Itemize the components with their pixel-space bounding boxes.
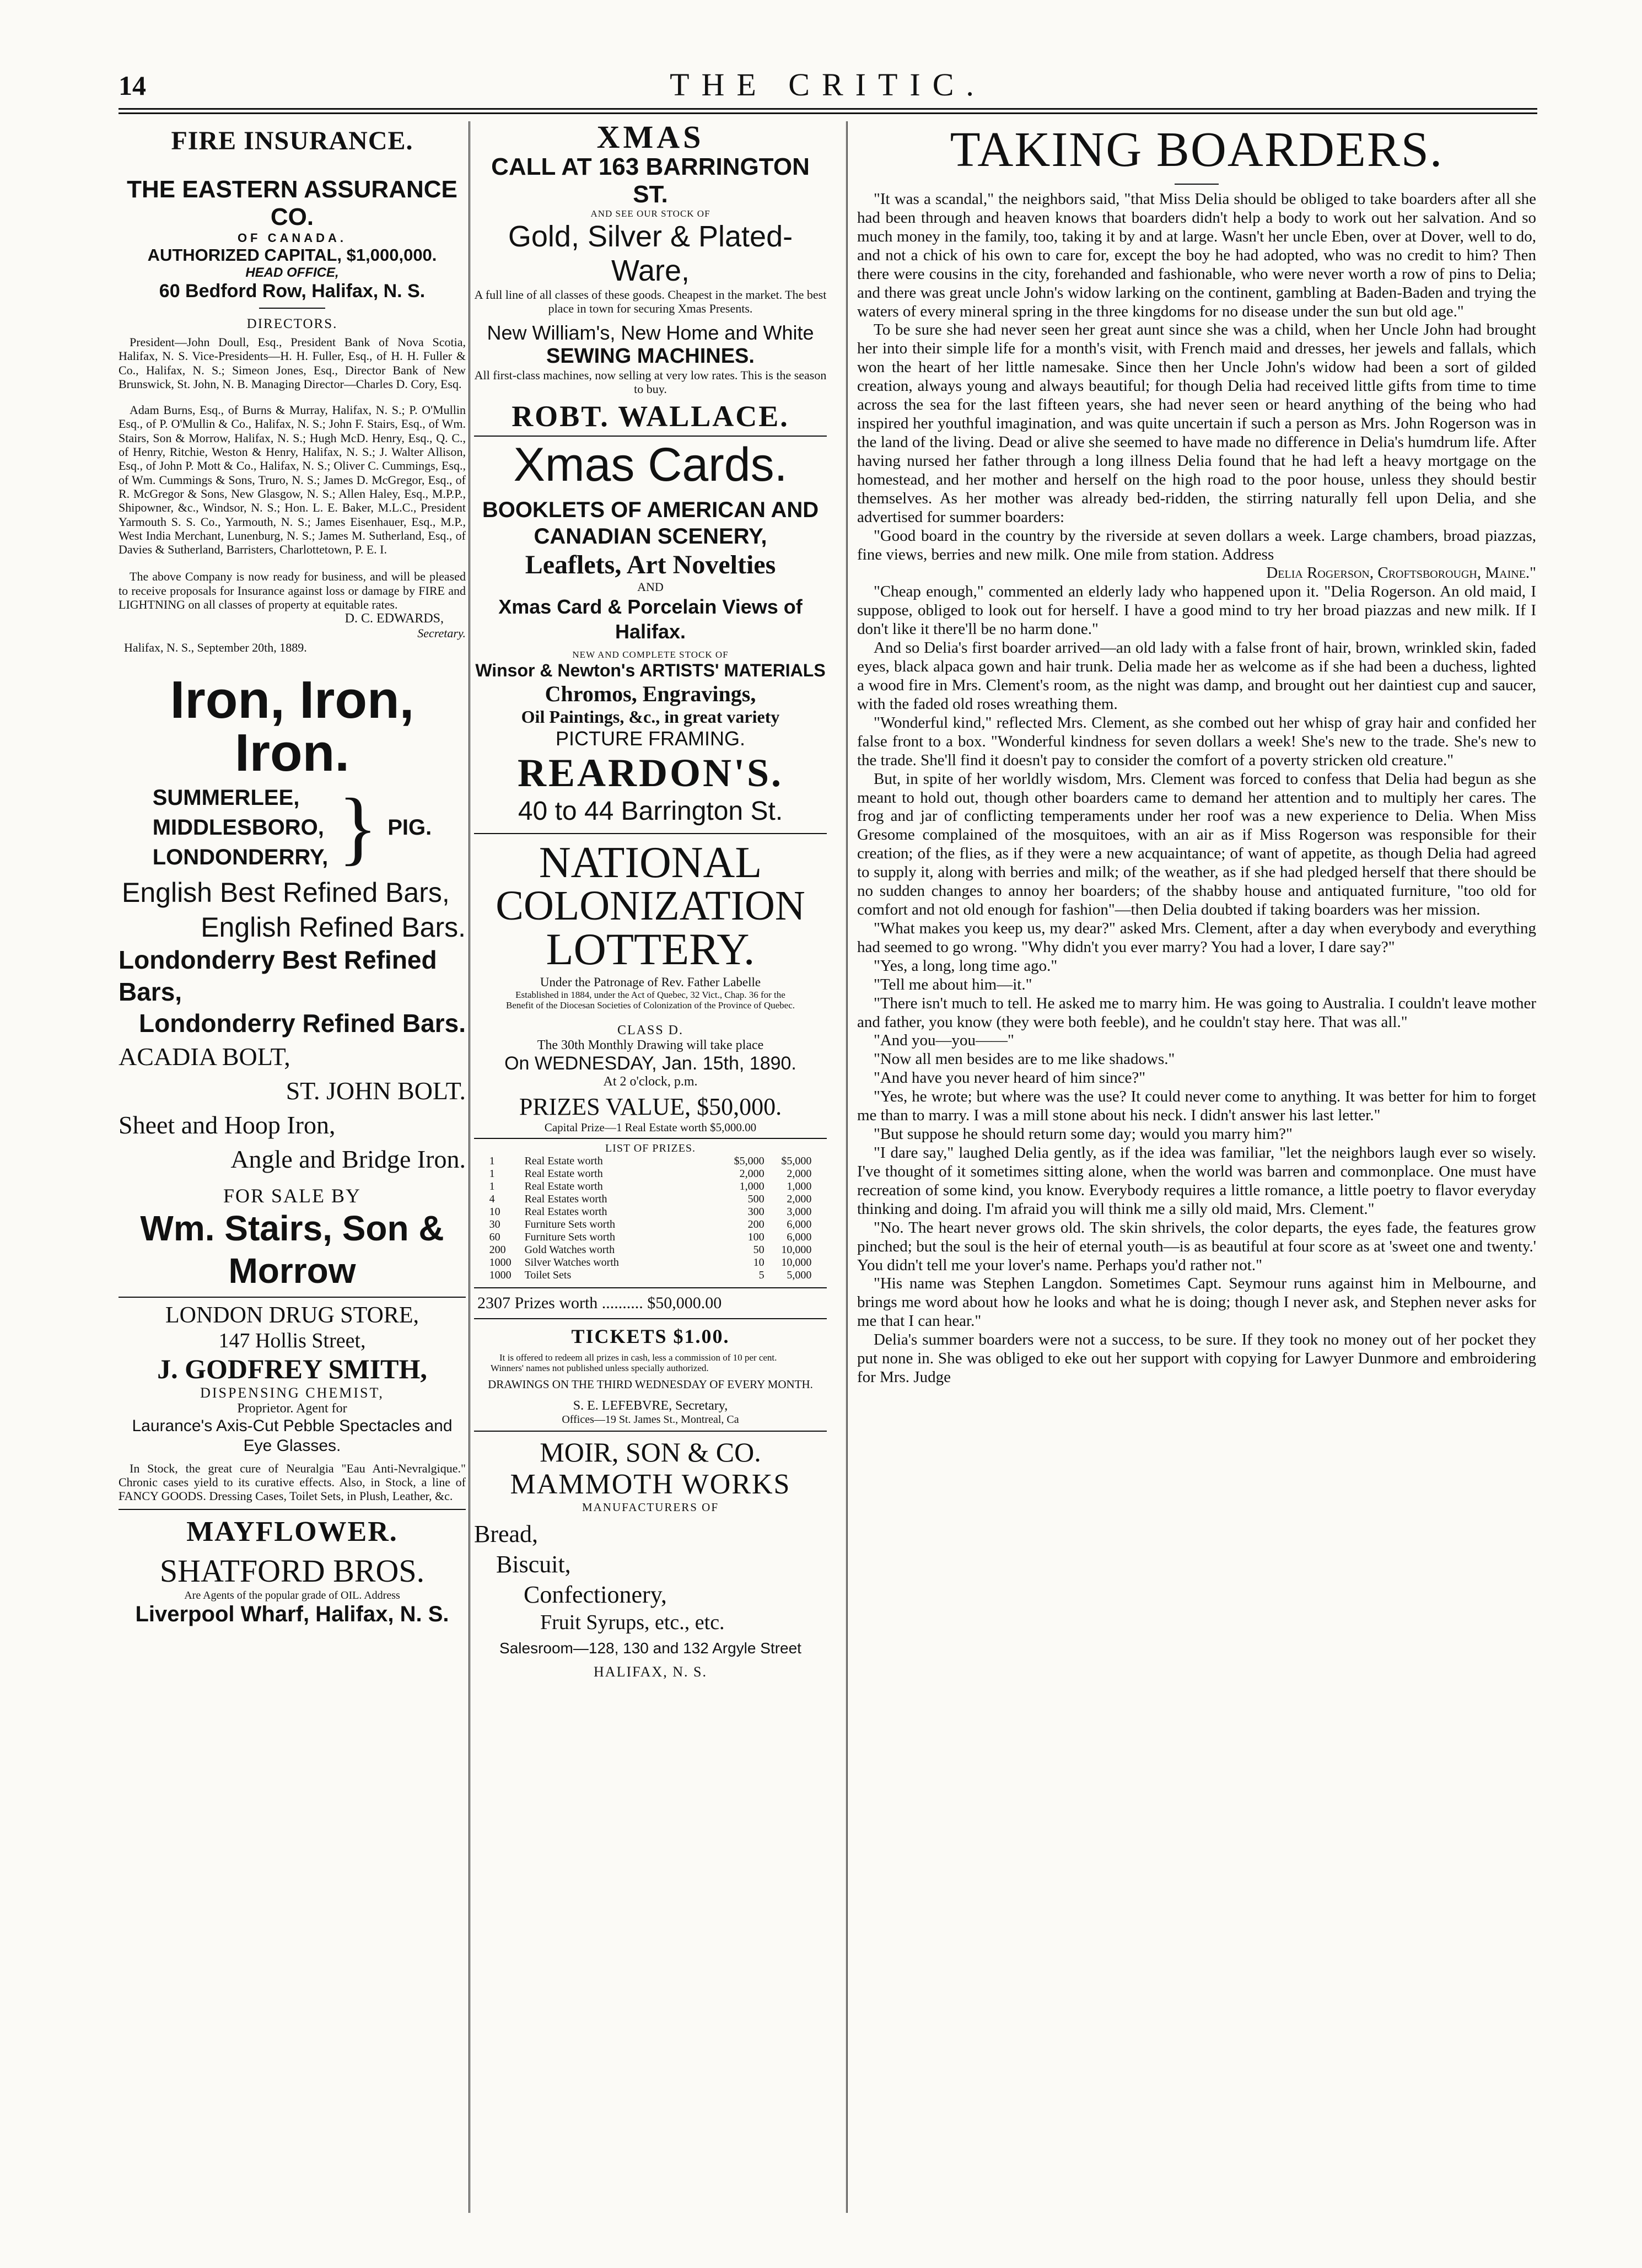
patronage: Under the Patronage of Rev. Father Labelle [540,975,761,989]
product-item: Bread, [474,1520,539,1548]
prize-desc: Gold Watches worth [524,1243,615,1256]
bar-item: English Refined Bars. [201,911,466,943]
office-address: 60 Bedford Row, Halifax, N. S. [159,281,426,302]
pig-iron-brands [153,783,329,872]
article-paragraph: "There isn't much to tell. He asked me to marry him. He was going to Australia. I couldn't leave mother and father, you know (they were both feeble), and he couldn't stay here. That was all." [857,994,1536,1031]
article-paragraph: "It was a scandal," the neighbors said, "that Miss Delia should be obliged to take boarders after all she had been through and heaven knows that boarders didn't help a body to work out her salvation. And so much money in the family, too, taking it by and at large. Wasn't her uncle Eben, over at Dover, well to do, and not a chick of his own to care for, except the boy he had adopted, who was no credit to him? Then there were cousins in the city, forehanded and fashionable, who were never worth a row of pins to Delia; and there was great uncle John's widow larking on the continent, gambling at Baden-Baden and trying the waters of every mineral spring in the three kingdoms for no disease under the sun but old age." [857,190,1536,320]
prize-value: 100 [747,1230,765,1243]
divider [474,1287,827,1288]
dispensing-chemist: DISPENSING CHEMIST, [200,1384,384,1401]
prizes-value: PRIZES VALUE, $50,000. [519,1093,782,1120]
chromos: Chromos, Engravings, [545,681,756,706]
ad-column-2 [474,121,827,2213]
prize-desc: Real Estate worth [524,1167,603,1180]
prize-table [488,1155,813,1282]
lottery: LOTTERY. [546,923,755,974]
prize-row [488,1218,813,1231]
prize-value: $5,000 [734,1154,765,1167]
fire-insurance-heading: FIRE INSURANCE. [171,126,413,155]
oil-agents: Are Agents of the popular grade of OIL. Address [184,1589,400,1601]
article-paragraph: "Yes, a long, long time ago." [874,956,1058,975]
prize-qty: 1 [489,1167,495,1180]
sewing-machines: SEWING MACHINES. [546,344,755,368]
column-divider [846,121,848,2213]
prize-value: 300 [747,1205,765,1218]
article-paragraph: "Now all men besides are to me like shadows." [874,1050,1175,1068]
shatford-bros: SHATFORD BROS. [159,1552,425,1589]
prize-qty: 60 [489,1230,500,1243]
ad-column-1 [119,121,466,2213]
salesroom: Salesroom—128, 130 and 132 Argyle Street [499,1639,801,1657]
prize-desc: Real Estates worth [524,1192,607,1205]
prize-value: 2,000 [739,1167,765,1180]
article-paragraph: "And you—you——" [874,1031,1014,1050]
gold-silver-ware: Gold, Silver & Plated-Ware, [508,220,793,288]
bar-item: Londonderry Refined Bars. [139,1009,466,1038]
article-paragraph: "And have you never heard of him since?" [874,1069,1146,1087]
picture-framing: PICTURE FRAMING. [555,727,745,750]
prize-row [488,1269,813,1282]
prize-desc: Silver Watches worth [524,1256,619,1269]
call-at: CALL AT 163 BARRINGTON ST. [491,153,810,208]
brace-glyph: } [338,782,378,874]
lottery-offices: Offices—19 St. James St., Montreal, Ca [562,1414,739,1426]
brand-middlesboro: MIDDLESBORO, [152,815,324,840]
product-item: Fruit Syrups, etc., etc. [540,1611,725,1635]
established: Established in 1884, under the Act of Quebec, 32 Vict., Chap. 36 for the Benefit of the Diocesan Societies of Colonization of the Province of Quebec. [505,989,795,1011]
prize-qty: 10 [489,1205,500,1218]
robt-wallace: ROBT. WALLACE. [512,400,789,433]
sewing-note: All first-class machines, now selling at very low rates. This is the season to buy. [474,368,827,396]
bolt-products [119,1040,466,1176]
article-paragraph: "I dare say," laughed Delia gently, as if the idea was familiar, "let the neighbors laugh ever so wisely. I've thought of it sometimes sitting alone, when the world was barren and commonplace. One must have recreation of some kind, you know. Everybody requires a little romance, a little poetry to flavor everyday thinking and doing. I'm afraid you will think me a silly old maid, Mrs. Clement." [857,1144,1536,1218]
pig-iron-block [119,783,466,872]
prize-qty: 1 [489,1180,495,1192]
divider [474,833,827,834]
divider [474,1431,827,1432]
mammoth-works: MAMMOTH WORKS [510,1469,791,1501]
product-item: Confectionery, [524,1581,667,1609]
for-sale-by: FOR SALE BY [223,1185,362,1207]
cash-offer: It is offered to redeem all prizes in cash, less a commission of 10 per cent. Winners' names not published unless specially authorized. [491,1352,777,1374]
secretary-name: D. C. EDWARDS, [344,611,444,626]
article-paragraph: And so Delia's first boarder arrived—an old lady with a false front of hair, brown, wrinkled skin, faded eyes, black alpaca gown and hair trunk. Delia made her as welcome as if she had been a duchess, lighted a wood fire in Mrs. Clement's room, as the night was damp, and brought out her daintiest cup and saucer, with the faded old roses wreathing them. [857,639,1536,713]
prize-row [488,1168,813,1180]
article-paragraph: "Yes, he wrote; but where was the use? It could never come to anything. It was better for him to forget me than to marry. I was a mill stone about his neck. I didn't answer his last letter." [857,1088,1536,1125]
new-stock: NEW AND COMPLETE STOCK OF [572,649,729,660]
article-paragraph: But, in spite of her worldly wisdom, Mrs. Clement was forced to confess that Delia had begun as she meant to hold out, though other boarders came to demand her attention and to multiply her cares. The frog and jar of conflicting temperaments under her roof was a new experience to Delia. When Miss Gresome complained of the mosquitoes, with an air as if Miss Rogerson was responsible for their creation; of the flies, as if they were a new acquaintance; of want of appetite, as though Delia had agreed to supply it, along with berries and milk; of the weather, as if she had pledged herself that there should be no sudden changes to annoy her boarders; of the shabby house and antiquated furniture, "too old for comfort and not old enough for fashion"—then Delia doubted if taking boarders was her mission. [857,770,1536,919]
divider [1175,184,1219,185]
prize-total: 2,000 [787,1167,812,1180]
company-name: THE EASTERN ASSURANCE CO. [127,176,457,230]
booklets: BOOKLETS OF AMERICAN AND CANADIAN SCENERY, [482,497,819,549]
stairs-name: Wm. Stairs, Son & Morrow [140,1208,444,1291]
reardon-address: 40 to 44 Barrington St. [518,796,783,826]
notice-date: Halifax, N. S., September 20th, 1889. [124,641,307,655]
bar-item: English Best Refined Bars, [122,877,450,909]
winsor-newton: Winsor & Newton's ARTISTS' MATERIALS [475,660,826,680]
list-of-prizes: LIST OF PRIZES. [605,1142,696,1154]
prize-row [488,1155,813,1168]
divider [119,1509,466,1510]
capital-prize: Capital Prize—1 Real Estate worth $5,000.00 [544,1120,757,1134]
prize-desc: Toilet Sets [524,1269,572,1281]
directors-officers: President—John Doull, Esq., President Bank of Nova Scotia, Halifax, N. S. Vice-Presidents—H. H. Fuller, Esq., of H. H. Fuller & Co., Halifax, N. S.; Simeon Jones, Esq., Director Bank of New Brunswick, St. John, N. B. Managing Director—Charles D. Cory, Esq. [119,335,466,391]
product-item: Biscuit, [496,1551,571,1578]
prize-value: 500 [747,1192,765,1205]
of-canada: OF CANADA. [237,231,347,245]
prize-qty: 200 [489,1243,506,1256]
brand-londonderry: LONDONDERRY, [152,845,329,870]
spectacles-line: Laurance's Axis-Cut Pebble Spectacles and Eye Glasses. [132,1416,453,1455]
prize-qty: 1000 [489,1269,512,1281]
article-paragraph: Delia Rogerson, Croftsborough, Maine." [1266,564,1536,582]
full-line-note: A full line of all classes of these goods. Cheapest in the market. The best place in town for securing Xmas Presents. [474,288,827,316]
see-stock: AND SEE OUR STOCK OF [590,208,710,219]
divider [119,1297,466,1298]
divider [474,436,827,437]
prize-desc: Furniture Sets worth [524,1230,615,1243]
prize-total: 6,000 [787,1218,812,1230]
prize-desc: Real Estate worth [524,1180,603,1192]
colonization: COLONIZATION [496,882,805,929]
divider [259,308,325,309]
in-stock-note: In Stock, the great cure of Neuralgia "Eau Anti-Nevralgique." Chronic cases yield to its curative effects. Also, in Stock, a line of FANCY GOODS. Dressing Cases, Toilet Sets, in Plush, Leather, &c. [119,1461,466,1503]
article-taking-boarders [857,121,1536,2213]
moir-halifax: HALIFAX, N. S. [594,1663,707,1680]
moir-son: MOIR, SON & CO. [540,1437,761,1468]
article-paragraph: "Tell me about him—it." [874,975,1032,993]
manufacturers-of: MANUFACTURERS OF [582,1501,719,1514]
prize-row [488,1193,813,1206]
newspaper-title: THE CRITIC. [670,67,986,103]
moir-products [474,1519,827,1636]
iron-heading: Iron, Iron, Iron. [170,670,414,783]
prize-value: 1,000 [739,1180,765,1192]
prize-row [488,1180,813,1193]
prize-total: 3,000 [787,1205,812,1218]
prize-value: 5 [758,1269,765,1281]
article-paragraph: "Good board in the country by the riverside at seven dollars a week. Large chambers, broad piazzas, fine views, berries and new milk. One mile from station. Address [857,526,1536,563]
prize-qty: 1000 [489,1256,512,1269]
drawing-time: At 2 o'clock, p.m. [603,1074,698,1089]
prize-total: 1,000 [787,1180,812,1192]
header-rule-2 [119,112,1537,114]
prize-row [488,1206,813,1218]
drug-store-address: 147 Hollis Street, [218,1329,366,1352]
xmas-heading: XMAS [596,121,704,155]
new-william-line: New William's, New Home and White [487,321,814,344]
proprietor-line: Proprietor. Agent for [237,1401,347,1416]
directors-list: Adam Burns, Esq., of Burns & Murray, Halifax, N. S.; P. O'Mullin Esq., of P. O'Mullin & Co., Halifax, N. S.; John F. Stairs, Esq., of Wm. Stairs, Son & Morrow, Halifax, N. S.; Hugh McD. Henry, Esq., Q. C., of Henry, Ritchie, Weston & Henry, Halifax, N. S.; J. Walter Allison, Esq., of John P. Mott & Co., Halifax, N. S.; Oliver C. Cummings, Esq., of Wm. Cummings & Sons, Truro, N. S.; James D. McGregor, Esq., of R. McGregor & Sons, New Glasgow, N. S.; Allen Haley, Esq., M.P.P., Shipowner, &c., Windsor, N. S.; Hon. L. E. Baker, M.L.C., President Yarmouth S. S. Co., Yarmouth, N. S.; James Eisenhauer, Esq., M.P., West India Merchant, Lunenburg, N. S.; James M. Sutherland, Esq., of Davies & Sutherland, Barristers, Charlottetown, P. E. I. [119,403,466,557]
divider [474,1138,827,1139]
page-header [119,62,1537,111]
bolt-item: ACADIA BOLT, [119,1042,290,1071]
directors-heading: DIRECTORS. [246,316,338,331]
article-paragraph: "Cheap enough," commented an elderly lady who happened upon it. "Delia Rogerson. An old maid, I suppose, obliged to look out for herself. I have a good mind to try her broad piazzas and new milk. If I don't like it there'll be no harm done." [857,583,1536,638]
header-rule [119,108,1537,110]
bar-item: Londonderry Best Refined Bars, [119,945,437,1006]
oil-paintings: Oil Paintings, &c., in great variety [521,706,780,727]
sheet-iron: Sheet and Hoop Iron, [119,1111,336,1140]
page-number: 14 [119,70,146,101]
company-notice: The above Company is now ready for business, and will be pleased to receive proposals for Insurance against loss or damage by FIRE and LIGHTNING on all classes of property at equitable rates. [119,569,466,612]
prize-desc: Furniture Sets worth [524,1218,615,1230]
prize-qty: 4 [489,1192,495,1205]
prize-total: 2,000 [787,1192,812,1205]
capital-line: AUTHORIZED CAPITAL, $1,000,000. [147,245,437,265]
prize-total: 10,000 [781,1243,812,1256]
article-paragraph: "But suppose he should return some day; would you marry him?" [874,1125,1293,1143]
drawing-date: On WEDNESDAY, Jan. 15th, 1890. [504,1052,796,1074]
prize-row [488,1244,813,1256]
total-prizes: 2307 Prizes worth .......... $50,000.00 [477,1293,722,1312]
national: NATIONAL [539,838,762,887]
prize-desc: Real Estates worth [524,1205,607,1218]
lefebvre-secretary: S. E. LEFEBVRE, Secretary, [573,1399,728,1414]
secretary-title: Secretary. [417,626,466,641]
prize-value: 10 [753,1256,765,1269]
xmas-cards: Xmas Cards. [513,438,788,492]
article-title: TAKING BOARDERS. [950,122,1444,177]
prize-qty: 1 [489,1154,495,1167]
drawing-line: The 30th Monthly Drawing will take place [537,1038,764,1052]
leaflets: Leaflets, Art Novelties [525,550,776,579]
article-paragraph: "No. The heart never grows old. The skin shrivels, the color departs, the eyes fade, the features grow pinched; but the soul is the heir of eternal youth—is as beautiful at four score as at 'sweet one and twenty.' You didn't tell me your lover's name. Perhaps you'd rather not." [857,1218,1536,1274]
mayflower-heading: MAYFLOWER. [186,1515,398,1547]
prize-qty: 30 [489,1218,500,1230]
prize-value: 200 [747,1218,765,1230]
prize-total: 5,000 [787,1269,812,1281]
bolt-item: ST. JOHN BOLT. [286,1076,466,1105]
prize-value: 50 [753,1243,765,1256]
divider [474,1318,827,1319]
drug-store-name: LONDON DRUG STORE, [165,1302,419,1328]
class-label: CLASS D. [617,1023,684,1038]
porcelain-views: Xmas Card & Porcelain Views of Halifax. [498,595,803,643]
pig-label: PIG. [387,815,432,840]
article-body [857,190,1536,1387]
reardons: REARDON'S. [517,750,784,795]
bar-products [119,875,466,1040]
article-paragraph: "Wonderful kind," reflected Mrs. Clement, as she combed out her whisp of gray hair and confided her false front to a box. "Wonderful kindness for seven dollars a week! She's new to the trade. She's new to the trade. She'll find it doesn't pay to consider the comfort of a poverty stricken old creature." [857,713,1536,769]
godfrey-smith: J. GODFREY SMITH, [157,1353,427,1384]
prize-row [488,1231,813,1244]
tickets-price: TICKETS $1.00. [571,1325,730,1347]
head-office-label: HEAD OFFICE, [245,265,339,280]
liverpool-wharf: Liverpool Wharf, Halifax, N. S. [135,1601,449,1626]
article-paragraph: "His name was Stephen Langdon. Sometimes Capt. Seymour runs against him in Melbourne, and brings me word about how he looks and what he is doing; though I never ask, and Stephen never asks for me that I can hear." [857,1275,1536,1330]
prize-row [488,1256,813,1269]
and-label: AND [637,579,664,594]
column-divider [469,121,470,2213]
angle-iron: Angle and Bridge Iron. [230,1145,466,1174]
article-paragraph: "What makes you keep us, my dear?" asked Mrs. Clement, after a day when everybody and everything had seemed to go wrong. "Why didn't you ever marry? You had a lover, I dare say?" [857,919,1536,956]
drawings-schedule: DRAWINGS ON THE THIRD WEDNESDAY OF EVERY MONTH. [488,1377,813,1391]
article-paragraph: To be sure she had never seen her great aunt since she was a child, when her Uncle John had brought her into their simple life for a month's visit, with French maid and dresses, her jewels and fallals, which won the heart of her little namesake. Since then her Uncle John's widow had been a sort of gilded creation, always young and always beautiful; for though Delia had received little gifts from time to time across the sea for the last fifteen years, she had never seen or heard anything of the being who had inspired her youthful imagination, and was quite uncertain if such a person as Mrs. John Rogerson was in the land of the living. Dead or alive she seemed to have made no difference in Delia's humdrum life. After having nursed her father through a long illness Delia found that he had left a heavy mortgage on the homestead, and her mother and herself on the high road to the poor house, unless they should bestir themselves. As her mother was already bed-ridden, the stirring naturally fell upon Delia, and she advertised for summer boarders: [857,321,1536,526]
article-paragraph: Delia's summer boarders were not a success, to be sure. If they took no money out of her pocket they put none in. She was obliged to eke out her support with copying for Lawyer Dunmore and embroidering for Mrs. Judge [857,1331,1536,1386]
prize-desc: Real Estate worth [524,1154,603,1167]
prize-total: 10,000 [781,1256,812,1269]
prize-total: 6,000 [787,1230,812,1243]
brand-summerlee: SUMMERLEE, [152,786,300,810]
prize-total: $5,000 [781,1154,812,1167]
